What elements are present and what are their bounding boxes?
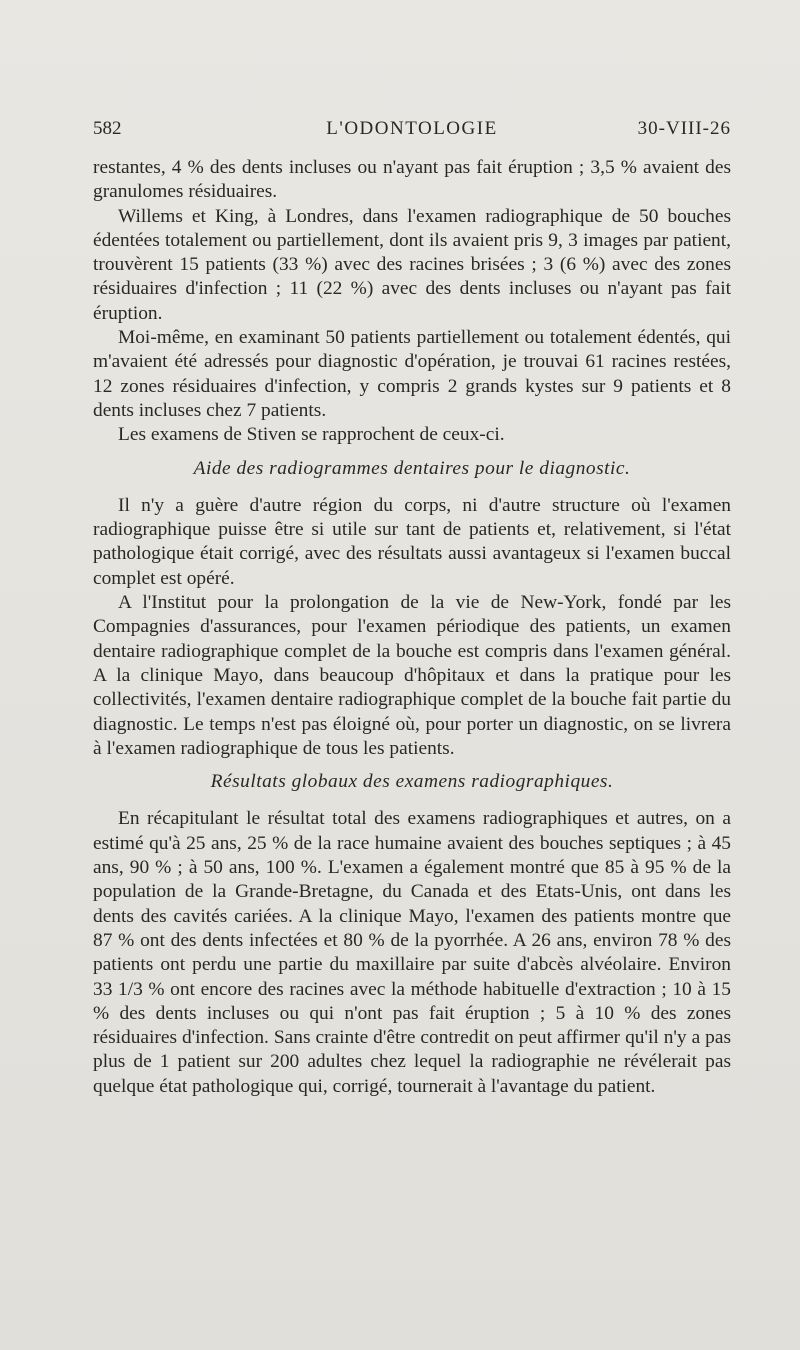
article-body (93, 156, 731, 1099)
section-heading-diagnostic: Aide des radiogrammes dentaires pour le diagnostic. (193, 457, 631, 479)
paragraph-author-findings: Moi-même, en examinant 50 patients partiellement ou totalement édentés, qui m'avaient été adressés pour diagnostic d'opération, je trouvai 61 racines restées, 12 zones résiduaires d'infection, y compris 2 grands kystes sur 9 patients et 8 dents incluses chez 7 patients. (93, 327, 731, 421)
paragraph-willems-king: Willems et King, à Londres, dans l'examen radiographique de 50 bouches édentées totalement ou partiellement, dont ils avaient pris 9, 3 images par patient, trouvèrent 15 patients (33 %) avec des racines brisées ; 3 (6 %) avec des zones résiduaires d'infection ; 11 (22 %) avec des dents incluses ou n'ayant pas fait éruption. (93, 205, 731, 324)
paragraph-institute: A l'Institut pour la prolongation de la vie de New-York, fondé par les Compagnies d'assurances, pour l'examen périodique des patients, un examen dentaire radiographique complet de la bouche est compris dans l'examen général. A la clinique Mayo, dans beaucoup d'hôpitaux et dans la pratique pour les collectivités, l'examen dentaire radiographique complet de la bouche fait partie du diagnostic. Le temps n'est pas éloigné où, pour porter un diagnostic, on se livrera à l'examen radiographique de tous les patients. (93, 592, 731, 759)
paragraph-continuation: restantes, 4 % des dents incluses ou n'ayant pas fait éruption ; 3,5 % avaient des granulomes résiduaires. (93, 157, 731, 203)
running-title: L'ODONTOLOGIE (326, 118, 498, 139)
running-header (93, 118, 731, 148)
page-number: 582 (93, 118, 122, 139)
issue-date: 30-VIII-26 (637, 118, 731, 139)
paragraph-stiven: Les examens de Stiven se rapprochent de ceux-ci. (118, 424, 505, 446)
paragraph-summary: En récapitulant le résultat total des examens radiographiques et autres, on a estimé qu'à 25 ans, 25 % de la race humaine avaient des bouches septiques ; à 45 ans, 90 % ; à 50 ans, 100 %. L'examen a également montré que 85 à 95 % de la population de la Grande-Bretagne, du Canada et des Etats-Unis, ont dans les dents des cavités cariées. A la clinique Mayo, l'examen des patients montre que 87 % ont des dents infectées et 80 % de la pyorrhée. A 26 ans, environ 78 % des patients ont perdu une partie du maxillaire par suite d'abcès alvéolaire. Environ 33 1/3 % ont encore des racines avec la méthode habituelle d'extraction ; 10 à 15 % des dents incluses ou qui n'ont pas fait éruption ; 5 à 10 % des zones résiduaires d'infection. Sans crainte d'être contredit on peut affirmer qu'il n'y a pas plus de 1 patient sur 200 adultes chez lequel la radiographie ne révélerait pas quelque état pathologique qui, corrigé, tournerait à l'avantage du patient. (93, 808, 731, 1097)
section-heading-results: Résultats globaux des examens radiographiques. (210, 771, 614, 793)
paragraph-utility: Il n'y a guère d'autre région du corps, ni d'autre structure où l'examen radiographique puisse être si utile sur tant de patients et, relativement, si l'état pathologique était corrigé, avec des résultats aussi avantageux si l'examen buccal complet est opéré. (93, 494, 731, 589)
